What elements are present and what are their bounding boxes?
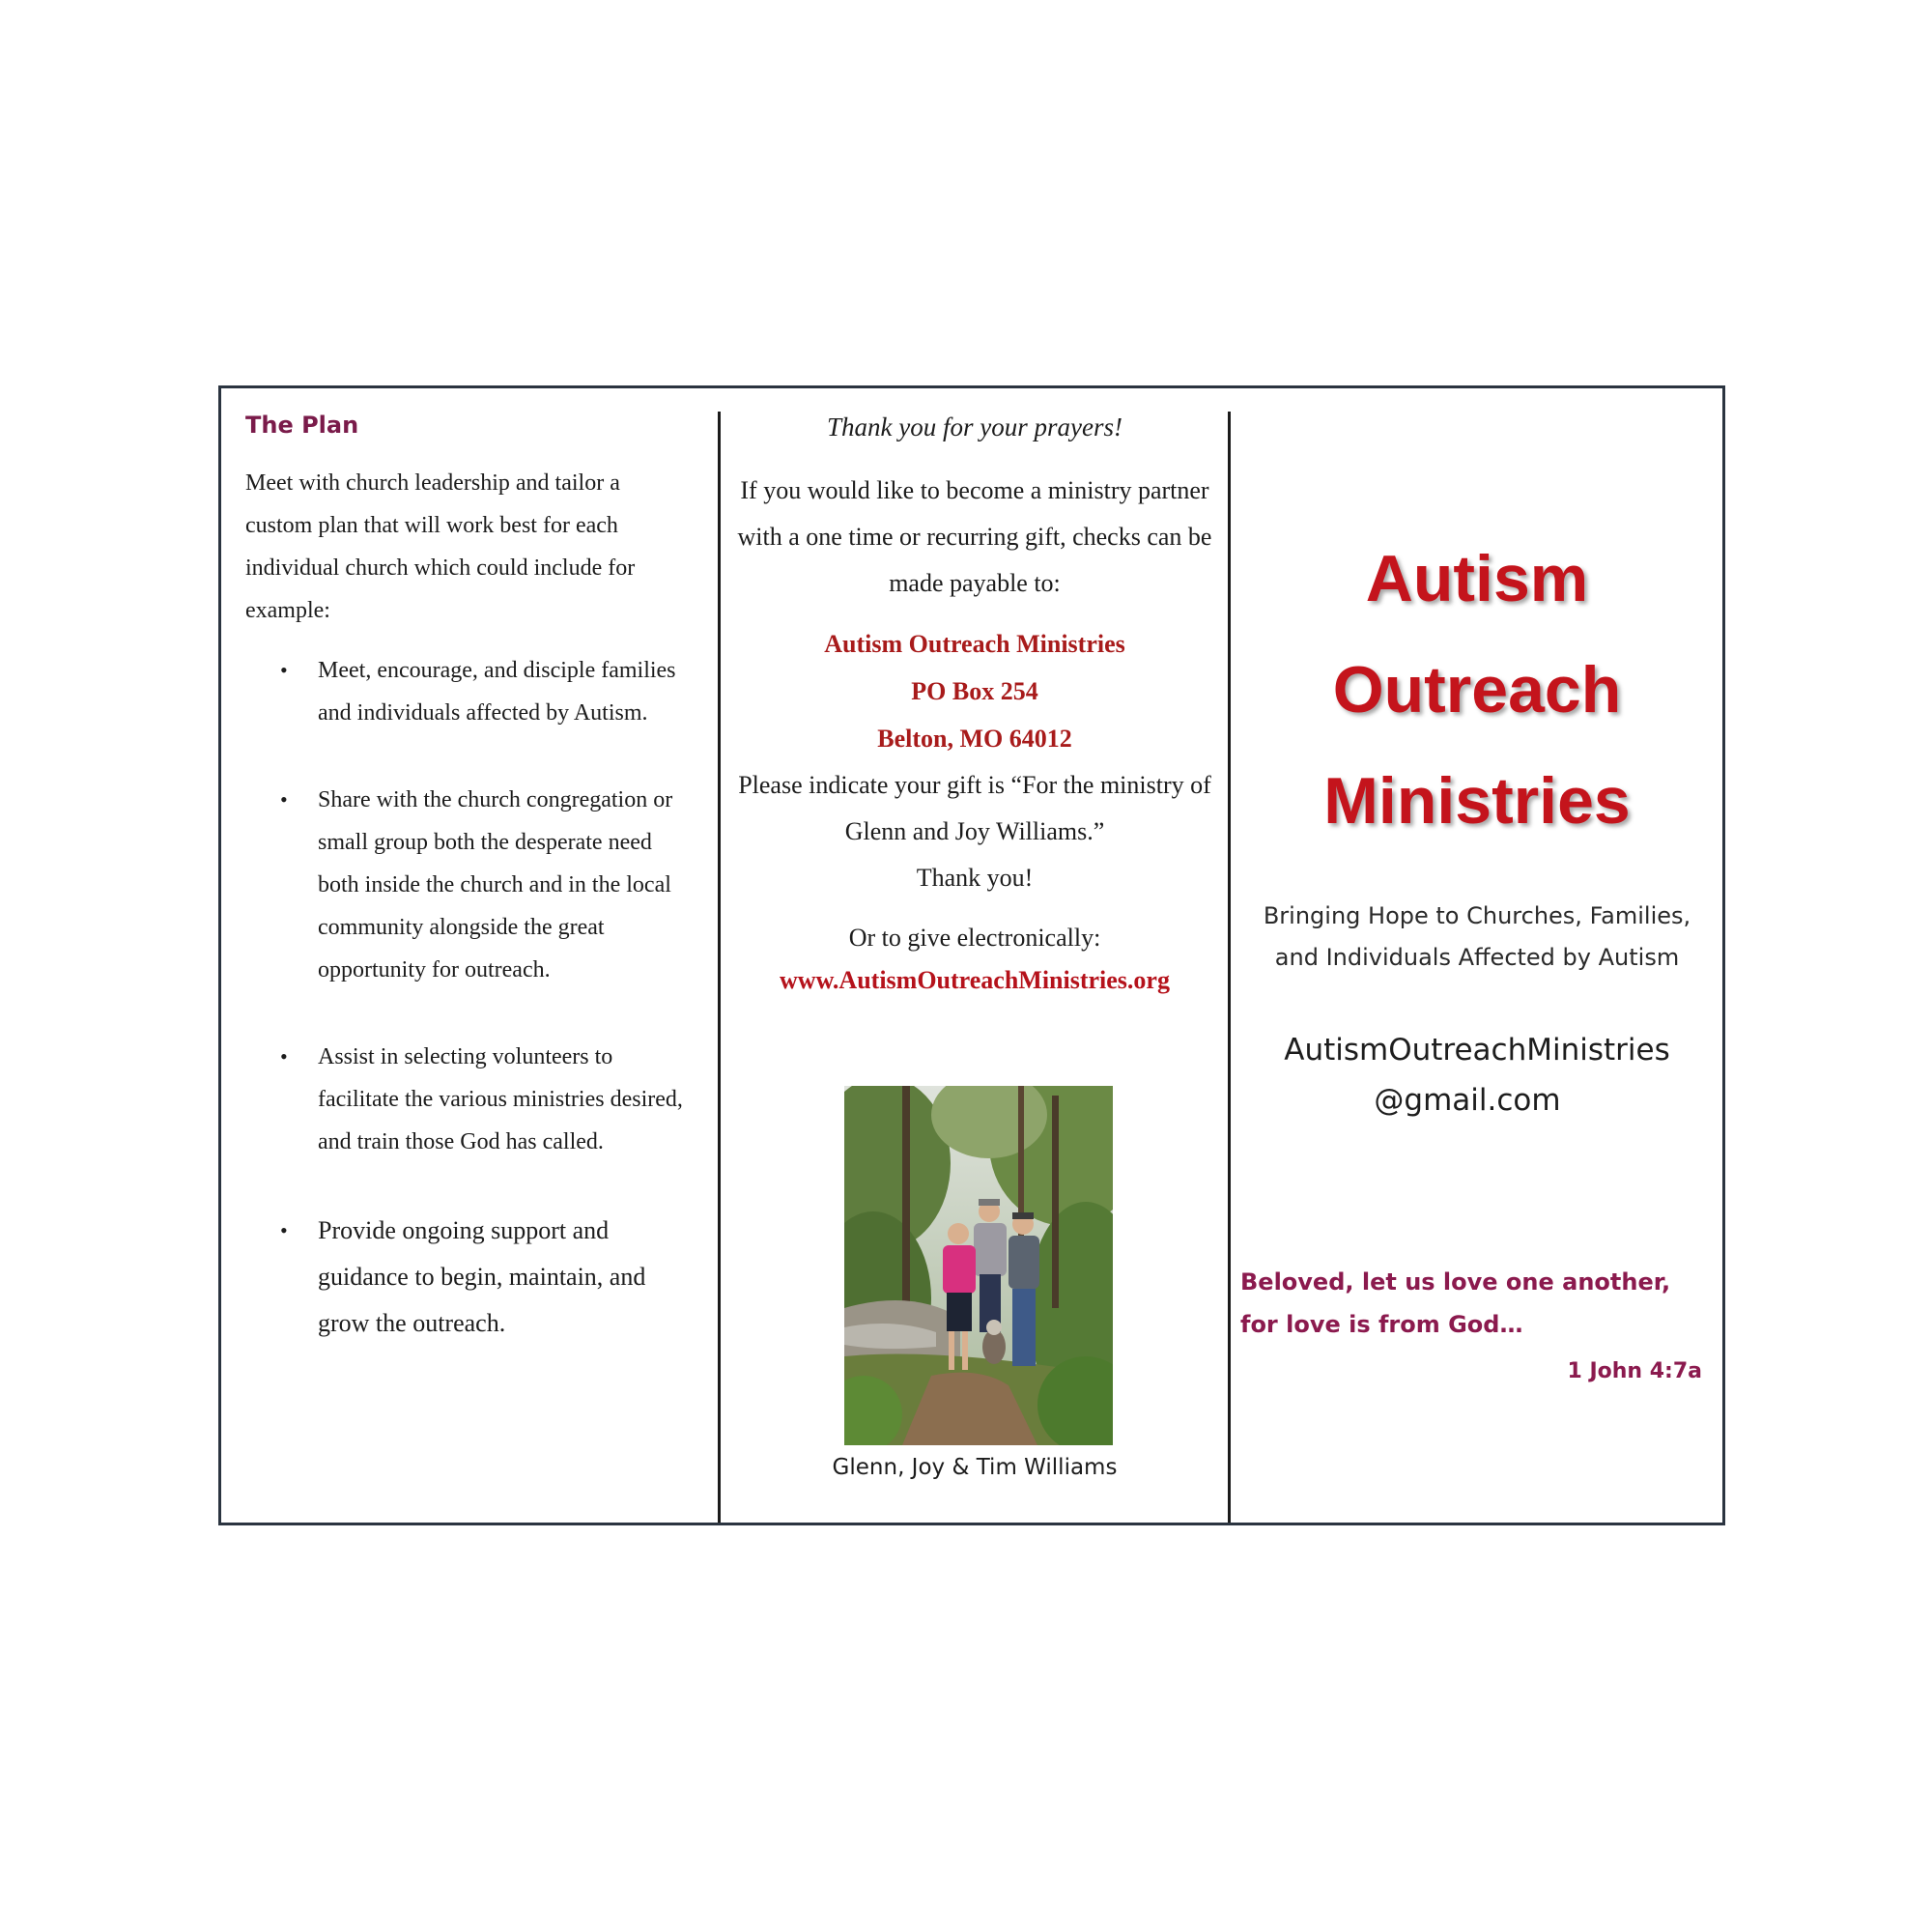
plan-heading: The Plan — [245, 412, 359, 439]
verse-reference: 1 John 4:7a — [1567, 1359, 1702, 1383]
plan-list — [245, 649, 690, 1347]
indicate-gift-text: Please indicate your gift is “For the ministry of Glenn and Joy Williams.” — [738, 771, 1211, 845]
bible-verse: Beloved, let us love one another, for love is from God… — [1240, 1268, 1671, 1338]
organization-title — [1240, 524, 1714, 857]
mailing-address — [733, 620, 1216, 762]
website-link[interactable]: www.AutismOutreachMinistries.org — [780, 966, 1170, 994]
title-line-3: Ministries — [1323, 764, 1631, 838]
bullet-icon: • — [280, 1044, 288, 1068]
panel-divider-right — [1228, 412, 1231, 1523]
prayers-heading: Thank you for your prayers! — [827, 413, 1122, 441]
list-item — [245, 779, 690, 991]
list-item-text: Assist in selecting volunteers to facilitate the various ministries desired, and train those God has called. — [318, 1044, 683, 1154]
list-item-text: Meet, encourage, and disciple families and individuals affected by Autism. — [318, 658, 676, 726]
list-item-text: Provide ongoing support and guidance to begin, maintain, and grow the outreach. — [318, 1216, 646, 1337]
list-item — [245, 1208, 690, 1347]
title-line-2: Outreach — [1332, 653, 1622, 726]
address-po-box: PO Box 254 — [911, 677, 1038, 705]
plan-panel — [245, 408, 690, 1391]
list-item — [245, 1036, 690, 1163]
bullet-icon: • — [280, 1218, 288, 1242]
address-name: Autism Outreach Ministries — [824, 630, 1125, 658]
brochure — [218, 385, 1725, 1525]
email-address-domain[interactable]: @gmail.com — [1374, 1083, 1561, 1118]
donation-panel — [733, 408, 1216, 1480]
list-item-text: Share with the church congregation or small group both the desperate need both inside the church and in the local community alongside the great opportunity for outreach. — [318, 787, 673, 982]
panel-divider-left — [718, 412, 721, 1523]
bullet-icon: • — [280, 787, 288, 812]
list-item — [245, 649, 690, 734]
electronic-giving-label: Or to give electronically: — [848, 924, 1101, 952]
photo-caption: Glenn, Joy & Tim Williams — [832, 1455, 1118, 1480]
address-city: Belton, MO 64012 — [877, 725, 1072, 753]
title-line-1: Autism — [1365, 542, 1589, 615]
partner-text: If you would like to become a ministry partner with a one time or recurring gift, checks can be made payable to: — [737, 476, 1212, 597]
email-address-user[interactable]: AutismOutreachMinistries — [1284, 1033, 1670, 1068]
plan-intro: Meet with church leadership and tailor a custom plan that will work best for each individual church which could include for example: — [245, 470, 636, 623]
bullet-icon: • — [280, 658, 288, 682]
cover-panel — [1240, 408, 1714, 1383]
thank-you-text: Thank you! — [916, 864, 1034, 892]
family-photo — [844, 1086, 1113, 1445]
tagline: Bringing Hope to Churches, Families, and Individuals Affected by Autism — [1263, 902, 1691, 971]
